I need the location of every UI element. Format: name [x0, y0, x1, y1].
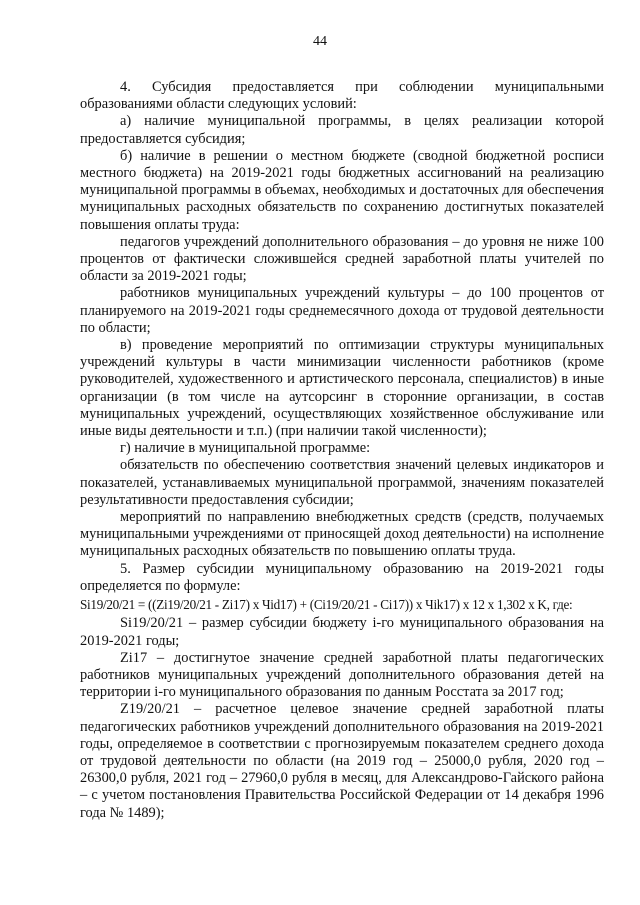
paragraph-condition-intro: 4. Субсидия предоставляется при соблюдении муниципальными образованиями области следующих условий:	[80, 79, 604, 113]
paragraph-condition-a: а) наличие муниципальной программы, в целях реализации которой предоставляется субсидия;	[80, 113, 604, 147]
paragraph-subsidy-size: 5. Размер субсидии муниципальному образованию на 2019-2021 годы определяется по формуле:	[80, 560, 604, 594]
document-body	[80, 79, 604, 822]
paragraph-measures: мероприятий по направлению внебюджетных средств (средств, получаемых муниципальными учреждениями от приносящей доход деятельности) на исполнение муниципальных расходных обязательств по повышению оплаты труда.	[80, 509, 604, 560]
paragraph-condition-g: г) наличие в муниципальной программе:	[120, 440, 371, 457]
page-number: 44	[313, 34, 327, 49]
subsidy-formula: Si19/20/21 = ((Zi19/20/21 - Zi17) x Чid17) + (Ci19/20/21 - Ci17)) x Чik17) x 12 x 1,302 x K, где:	[80, 597, 573, 613]
paragraph-condition-v: в) проведение мероприятий по оптимизации структуры муниципальных учреждений культуры в части минимизации численности работников (кроме руководителей, художественного и артистического персонала, специалистов) в иные организации (в том числе на аутсорсинг в сторонние организации, в состав муниципальных учреждений, осуществляющих хозяйственное обслуживание или иные виды деятельности и т.п.) (при наличии такой численности);	[80, 337, 604, 440]
definition-si: Si19/20/21 – размер субсидии бюджету i-го муниципального образования на 2019-2021 годы;	[80, 615, 604, 649]
paragraph-obligations: обязательств по обеспечению соответствия значений целевых индикаторов и показателей, устанавливаемых муниципальной программой, значениям показателей результативности предоставления субсидии;	[80, 457, 604, 508]
paragraph-condition-b: б) наличие в решении о местном бюджете (сводной бюджетной росписи местного бюджета) на 2019-2021 годы бюджетных ассигнований на реализацию муниципальной программы в объемах, необходимых и достаточных для обеспечения муниципальных расходных обязательств по сохранению достигнутых показателей повышения оплаты труда:	[80, 147, 604, 233]
definition-z-target: Z19/20/21 – расчетное целевое значение средней заработной платы педагогических работников учреждений дополнительного образования на 2019-2021 годы, определяемое в соответствии с прогнозируемым показателем среднего дохода от трудовой деятельности по области (на 2019 год – 25000,0 рубля, 2020 год – 26300,0 рубля, 2021 год – 27960,0 рубля в месяц, для Александрово-Гайского района – с учетом постановления Правительства Российской Федерации от 14 декабря 1996 года № 1489);	[80, 701, 604, 821]
paragraph-teachers-pay: педагогов учреждений дополнительного образования – до уровня не ниже 100 процентов от фактически сложившейся средней заработной платы учителей по области за 2019-2021 годы;	[80, 233, 604, 285]
paragraph-culture-workers-pay: работников муниципальных учреждений культуры – до 100 процентов от планируемого на 2019-2021 годы среднемесячного дохода от трудовой деятельности по области;	[80, 285, 604, 336]
definition-zi17: Zi17 – достигнутое значение средней заработной платы педагогических работников муниципальных учреждений дополнительного образования детей на территории i-го муниципального образования по данным Росстата за 2017 год;	[80, 649, 604, 701]
